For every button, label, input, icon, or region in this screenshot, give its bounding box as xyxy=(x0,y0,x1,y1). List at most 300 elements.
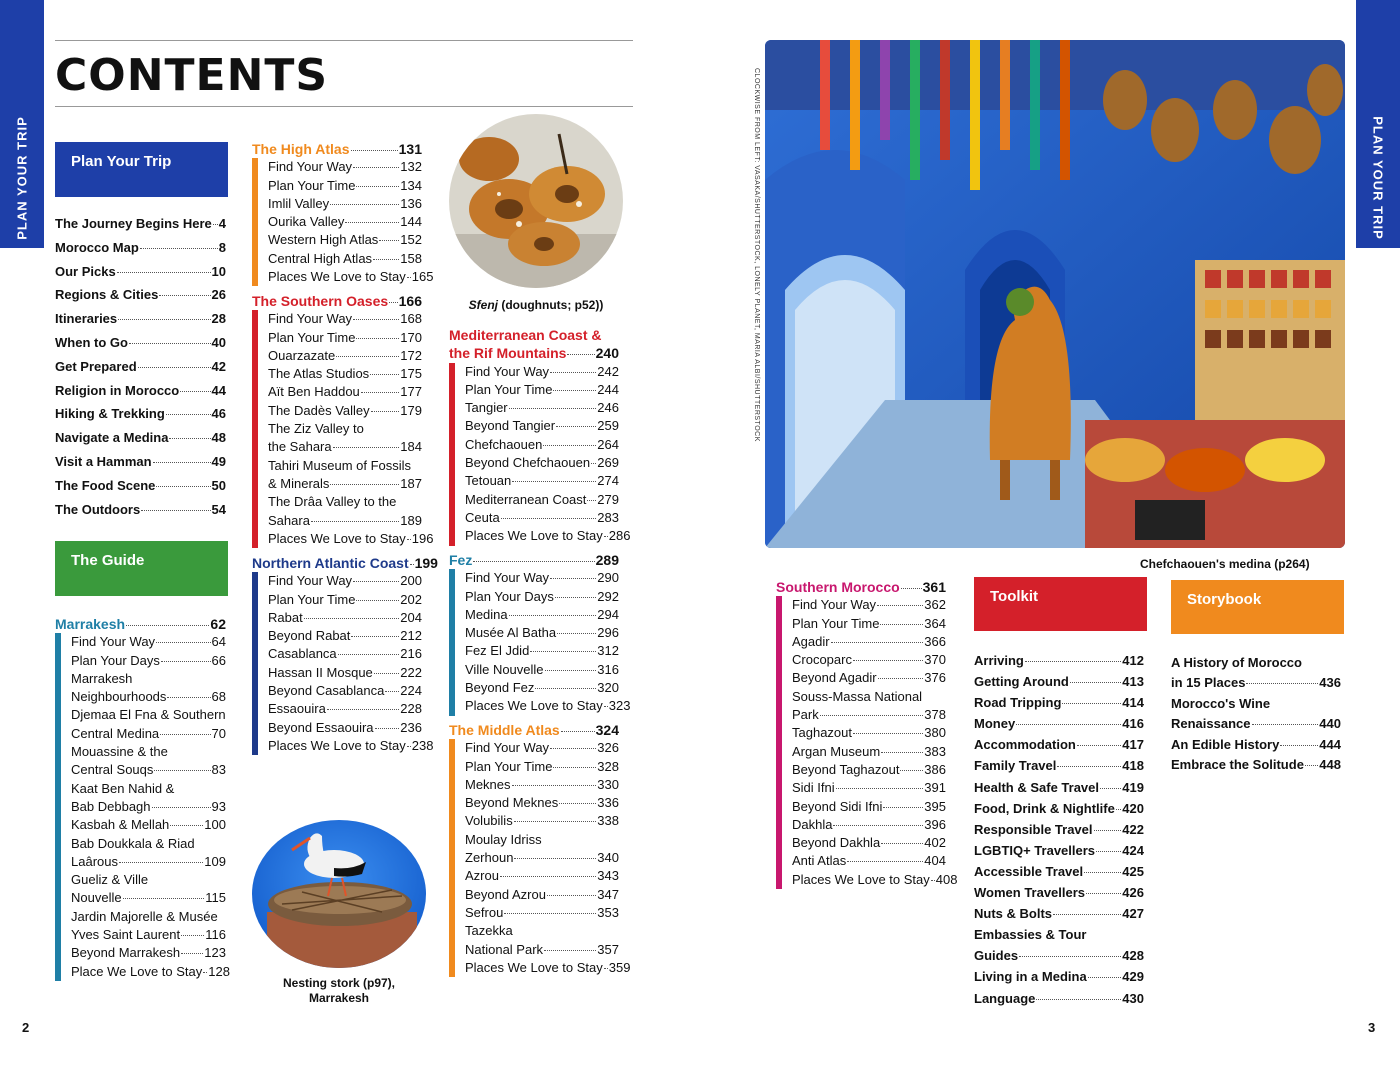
toc-entry-page: 244 xyxy=(597,381,619,397)
toc-entry[interactable] xyxy=(1171,755,1341,775)
leader-dots xyxy=(880,624,923,625)
toc-entry-page: 187 xyxy=(400,475,422,491)
toc-entry[interactable] xyxy=(974,755,1144,776)
toc-entry-page: 177 xyxy=(400,384,422,400)
toc-entry-page: 408 xyxy=(935,871,958,887)
toc-entry-page: 238 xyxy=(411,737,434,753)
toc-entry[interactable] xyxy=(792,743,946,761)
toc-entry[interactable] xyxy=(465,472,619,490)
leader-dots xyxy=(1096,851,1121,852)
toc-entry-page: 202 xyxy=(400,591,422,607)
toc-entry[interactable] xyxy=(71,761,226,779)
toc-entry-page: 222 xyxy=(400,664,422,680)
leader-dots xyxy=(385,691,399,692)
toc-entry-page: 359 xyxy=(608,959,631,975)
toc-entry[interactable] xyxy=(974,798,1144,819)
storybook-box[interactable]: Storybook xyxy=(1171,580,1344,634)
leader-dots xyxy=(156,486,210,487)
toc-entry-label: Tetouan xyxy=(465,473,512,489)
toc-entry[interactable] xyxy=(974,840,1144,861)
northern-atlantic-section xyxy=(252,554,438,755)
toc-entry[interactable] xyxy=(792,724,946,742)
leader-dots xyxy=(166,414,211,415)
toc-entry[interactable] xyxy=(465,363,619,381)
toc-entry-label: Plan Your Time xyxy=(268,591,356,607)
mediterranean-section xyxy=(449,326,631,546)
section-heading-southern-morocco[interactable]: Southern Morocco 361 xyxy=(776,579,946,595)
toc-entry[interactable] xyxy=(55,450,226,474)
toc-entry[interactable] xyxy=(465,569,619,587)
section-heading-mediterranean-line2[interactable]: the Rif Mountains 240 xyxy=(449,345,619,362)
leader-dots xyxy=(345,222,399,223)
toc-entry[interactable] xyxy=(465,867,619,885)
toc-entry[interactable] xyxy=(465,624,619,642)
leader-dots xyxy=(514,858,596,859)
leader-dots xyxy=(129,343,211,344)
toc-entry[interactable] xyxy=(268,609,422,627)
toc-entry-page: 436 xyxy=(1319,675,1341,691)
leader-dots xyxy=(1116,809,1121,810)
leader-dots xyxy=(373,259,399,260)
toc-entry[interactable] xyxy=(268,530,434,548)
toc-entry[interactable] xyxy=(465,417,619,435)
toc-entry[interactable] xyxy=(792,761,946,779)
toc-entry[interactable] xyxy=(55,307,226,331)
toc-entry[interactable] xyxy=(1171,673,1341,693)
toc-entry-page: 413 xyxy=(1122,674,1144,690)
toc-entry[interactable] xyxy=(55,402,226,426)
leader-dots xyxy=(604,706,608,707)
leader-dots xyxy=(153,462,211,463)
toc-entry[interactable] xyxy=(974,945,1144,966)
toc-entry[interactable] xyxy=(974,713,1144,734)
toc-entry[interactable] xyxy=(268,719,422,737)
leader-dots xyxy=(881,843,923,844)
toc-entry[interactable] xyxy=(71,944,226,962)
toc-entry[interactable] xyxy=(465,679,619,697)
toc-entry-label: Sefrou xyxy=(465,904,504,920)
toc-entry-page: 109 xyxy=(204,853,226,869)
toc-entry-page: 338 xyxy=(597,813,619,829)
stork-caption: Nesting stork (p97), Marrakesh xyxy=(282,976,396,1005)
toc-entry[interactable] xyxy=(465,588,619,606)
toc-entry[interactable] xyxy=(465,886,619,904)
leader-dots xyxy=(931,880,935,881)
toc-entry-label: Azrou xyxy=(465,868,499,884)
toc-entry-label: Living in a Medina xyxy=(974,969,1087,985)
southern-morocco-list xyxy=(776,596,958,889)
toc-entry[interactable] xyxy=(1171,714,1341,734)
toc-entry-page: 383 xyxy=(924,743,946,759)
toc-entry[interactable] xyxy=(268,158,422,176)
toc-entry-label: Central High Atlas xyxy=(268,250,373,266)
toc-entry[interactable] xyxy=(71,889,226,907)
leader-dots xyxy=(140,248,218,249)
toc-entry[interactable] xyxy=(792,816,946,834)
toc-entry[interactable] xyxy=(268,664,422,682)
toc-entry[interactable] xyxy=(974,650,1144,671)
toc-entry-label: Ville Nouvelle xyxy=(465,661,544,677)
toc-entry[interactable] xyxy=(71,725,226,743)
toc-entry[interactable] xyxy=(71,963,230,981)
toc-entry-label: Renaissance xyxy=(1171,716,1251,732)
toc-entry-label: Beyond Casablanca xyxy=(268,683,385,699)
leader-dots xyxy=(900,770,923,771)
toc-entry[interactable] xyxy=(268,347,422,365)
toc-entry-label: Language xyxy=(974,990,1036,1006)
toc-entry[interactable] xyxy=(55,426,226,450)
toc-entry[interactable] xyxy=(268,572,422,590)
leader-dots xyxy=(181,935,204,936)
toc-entry[interactable] xyxy=(792,633,946,651)
leader-dots xyxy=(512,785,597,786)
toc-entry[interactable] xyxy=(974,861,1144,882)
toc-entry-label: Plan Your Days xyxy=(465,588,554,604)
toc-entry[interactable]: Mouassine & the xyxy=(71,744,168,760)
toc-entry[interactable]: Moulay Idriss xyxy=(465,831,542,847)
leader-dots xyxy=(557,633,596,634)
leader-dots xyxy=(167,697,210,698)
toc-entry[interactable]: Gueliz & Ville xyxy=(71,872,149,888)
toc-entry[interactable] xyxy=(268,231,422,249)
chefchaouen-caption: Chefchaouen's medina (p264) xyxy=(1140,557,1310,571)
leader-dots xyxy=(311,521,399,522)
toc-entry[interactable] xyxy=(792,706,946,724)
toc-entry[interactable] xyxy=(268,365,422,383)
toc-entry[interactable]: The Drâa Valley to the xyxy=(268,494,397,510)
leader-dots xyxy=(154,770,210,771)
toc-entry[interactable] xyxy=(268,310,422,328)
section-heading-high-atlas[interactable]: The High Atlas 131 xyxy=(252,141,422,157)
toc-entry-label: Responsible Travel xyxy=(974,821,1093,837)
toc-entry[interactable] xyxy=(465,606,619,624)
toc-entry-page: 246 xyxy=(597,400,619,416)
section-heading-mediterranean[interactable]: Mediterranean Coast & xyxy=(449,327,602,343)
toc-entry[interactable] xyxy=(268,195,422,213)
toc-entry[interactable] xyxy=(974,777,1144,798)
toc-entry[interactable] xyxy=(71,816,226,834)
toc-entry[interactable] xyxy=(465,697,631,715)
section-heading-southern-oases[interactable]: The Southern Oases 166 xyxy=(252,293,422,309)
toc-entry-page: 420 xyxy=(1122,800,1144,816)
leader-dots xyxy=(509,408,597,409)
toc-entry[interactable] xyxy=(465,436,619,454)
toc-entry[interactable] xyxy=(792,596,946,614)
toc-entry[interactable]: Tazekka xyxy=(465,923,513,939)
section-heading-marrakesh[interactable]: Marrakesh 62 xyxy=(55,616,226,632)
toc-entry[interactable] xyxy=(465,812,619,830)
toc-entry[interactable] xyxy=(268,177,422,195)
toc-entry[interactable] xyxy=(1171,735,1341,755)
toc-entry-label: Mediterranean Coast xyxy=(465,491,587,507)
toc-entry[interactable]: Marrakesh xyxy=(71,670,133,686)
toc-entry-page: 158 xyxy=(400,250,422,266)
toc-entry[interactable] xyxy=(268,737,434,755)
toc-entry[interactable] xyxy=(268,700,422,718)
toc-entry-label: The Atlas Studios xyxy=(268,366,370,382)
section-heading-middle-atlas[interactable]: The Middle Atlas 324 xyxy=(449,722,619,738)
toc-entry[interactable] xyxy=(71,652,226,670)
toc-entry[interactable] xyxy=(465,904,619,922)
toc-entry-label: the Sahara xyxy=(268,439,332,455)
toc-entry-label: Sidi Ifni xyxy=(792,780,835,796)
leader-dots xyxy=(117,272,211,273)
leader-dots xyxy=(407,746,411,747)
leader-dots xyxy=(501,518,597,519)
leader-dots xyxy=(1246,683,1318,684)
toc-entry[interactable] xyxy=(55,379,226,403)
storybook-list xyxy=(1171,653,1341,775)
leader-dots xyxy=(1016,724,1121,725)
toc-entry[interactable] xyxy=(268,512,422,530)
toc-entry-label: Taghazout xyxy=(792,725,852,741)
toc-entry-label: Find Your Way xyxy=(792,597,877,613)
toc-entry[interactable] xyxy=(792,798,946,816)
leader-dots xyxy=(203,972,207,973)
toc-entry[interactable] xyxy=(792,651,946,669)
toc-entry-label: Arriving xyxy=(974,653,1024,668)
toc-entry-page: 46 xyxy=(211,406,226,422)
leader-dots xyxy=(512,481,596,482)
leader-dots xyxy=(330,204,399,205)
toc-entry[interactable] xyxy=(268,268,434,286)
toc-entry[interactable] xyxy=(268,383,422,401)
sfenj-photo xyxy=(449,114,623,288)
toc-entry-label: & Minerals xyxy=(268,475,330,491)
leader-dots xyxy=(407,277,411,278)
leader-dots xyxy=(604,968,608,969)
toc-entry-page: 216 xyxy=(400,646,422,662)
toc-entry[interactable]: Embassies & Tour xyxy=(974,927,1087,943)
toc-entry[interactable] xyxy=(465,959,631,977)
toc-entry[interactable] xyxy=(268,682,422,700)
toc-entry[interactable] xyxy=(465,739,619,757)
toc-entry-page: 347 xyxy=(597,886,619,902)
toc-entry[interactable]: The Ziz Valley to xyxy=(268,421,364,437)
toc-entry-page: 364 xyxy=(924,615,946,631)
toc-entry[interactable] xyxy=(268,438,422,456)
leader-dots xyxy=(831,642,924,643)
toc-entry-page: 264 xyxy=(597,436,619,452)
toc-entry-page: 316 xyxy=(597,661,619,677)
toc-entry-page: 184 xyxy=(400,439,422,455)
toc-entry[interactable] xyxy=(974,734,1144,755)
toc-entry[interactable] xyxy=(268,250,422,268)
toc-entry[interactable] xyxy=(465,758,619,776)
toc-entry[interactable] xyxy=(792,834,946,852)
leader-dots xyxy=(141,510,210,511)
toc-entry[interactable] xyxy=(974,966,1144,987)
toc-entry-label: Beyond Meknes xyxy=(465,795,559,811)
toc-entry[interactable] xyxy=(974,819,1144,840)
toc-entry-label: Beyond Fez xyxy=(465,680,535,696)
leader-dots xyxy=(138,367,211,368)
leader-dots xyxy=(374,673,400,674)
toc-entry-page: 330 xyxy=(597,776,619,792)
toc-entry[interactable] xyxy=(268,329,422,347)
toc-entry-label: Beyond Azrou xyxy=(465,886,546,902)
toc-entry[interactable] xyxy=(465,941,619,959)
toc-entry-label: Our Picks xyxy=(55,263,116,279)
leader-dots xyxy=(530,651,596,652)
toc-entry-page: 64 xyxy=(211,634,226,650)
toc-entry-label: Western High Atlas xyxy=(268,232,379,248)
toc-entry-label: Place We Love to Stay xyxy=(71,963,203,979)
toc-entry-label: Plan Your Time xyxy=(268,177,356,193)
toc-entry-page: 404 xyxy=(924,853,946,869)
leader-dots xyxy=(1252,724,1319,725)
toc-entry-page: 123 xyxy=(204,945,226,961)
toc-entry[interactable] xyxy=(71,853,226,871)
toc-entry[interactable] xyxy=(71,688,226,706)
toc-entry[interactable] xyxy=(792,669,946,687)
toc-entry[interactable]: Morocco's Wine xyxy=(1171,695,1271,711)
toc-entry-label: Plan Your Days xyxy=(71,652,160,668)
toolkit-box[interactable]: Toolkit xyxy=(974,577,1147,631)
toc-entry-page: 286 xyxy=(608,528,631,544)
leader-dots xyxy=(370,374,399,375)
toc-entry-label: Bab Debbagh xyxy=(71,798,151,814)
leader-dots xyxy=(356,600,399,601)
leader-dots xyxy=(604,536,608,537)
toc-entry[interactable] xyxy=(792,779,946,797)
toc-entry-page: 26 xyxy=(211,287,226,303)
toc-entry-page: 28 xyxy=(211,311,226,327)
toc-entry[interactable] xyxy=(55,283,226,307)
toc-entry-label: Beyond Marrakesh xyxy=(71,945,181,961)
toc-entry[interactable] xyxy=(268,591,422,609)
toc-entry-page: 418 xyxy=(1122,758,1144,774)
toc-entry[interactable] xyxy=(974,671,1144,692)
toc-entry[interactable] xyxy=(55,260,226,284)
toc-entry-label: Central Souqs xyxy=(71,762,154,778)
toc-entry-page: 428 xyxy=(1122,948,1144,964)
toc-entry-label: Visit a Hamman xyxy=(55,453,152,469)
plan-your-trip-box[interactable]: Plan Your Trip xyxy=(55,142,228,197)
toc-entry[interactable] xyxy=(465,642,619,660)
toc-entry-label: Sahara xyxy=(268,512,310,528)
toc-entry-label: Kasbah & Mellah xyxy=(71,817,170,833)
toc-entry-page: 312 xyxy=(597,643,619,659)
leader-dots xyxy=(379,240,399,241)
toc-entry[interactable] xyxy=(55,331,226,355)
toc-entry-label: Accommodation xyxy=(974,737,1076,753)
toc-entry-label: Beyond Sidi Ifni xyxy=(792,798,883,814)
toc-entry[interactable]: Souss-Massa National xyxy=(792,688,923,704)
leader-dots xyxy=(119,862,203,863)
leader-dots xyxy=(330,484,399,485)
toc-entry[interactable] xyxy=(268,645,422,663)
toc-entry[interactable] xyxy=(792,615,946,633)
toc-entry[interactable] xyxy=(465,509,619,527)
toc-entry-label: Places We Love to Stay xyxy=(792,871,930,887)
toc-entry-label: Places We Love to Stay xyxy=(465,959,603,975)
toc-entry[interactable] xyxy=(465,399,619,417)
toc-entry[interactable] xyxy=(974,692,1144,713)
toc-entry-label: Hiking & Trekking xyxy=(55,406,165,422)
toc-entry[interactable]: Djemaa El Fna & Southern xyxy=(71,707,226,723)
toc-entry[interactable] xyxy=(55,355,226,379)
toc-entry[interactable]: Bab Doukkala & Riad xyxy=(71,835,195,851)
leader-dots xyxy=(159,295,210,296)
toc-entry[interactable] xyxy=(71,926,226,944)
leader-dots xyxy=(587,500,596,501)
toc-entry[interactable] xyxy=(792,852,946,870)
toc-entry[interactable] xyxy=(974,903,1144,924)
toc-entry[interactable] xyxy=(55,474,226,498)
northern-atlantic-list xyxy=(252,572,434,755)
section-heading-northern-atlantic[interactable]: Northern Atlantic Coast 199 xyxy=(252,555,438,571)
toc-entry-label: Find Your Way xyxy=(268,311,353,327)
the-guide-box[interactable]: The Guide xyxy=(55,541,228,596)
toc-entry-page: 172 xyxy=(400,347,422,363)
toc-entry[interactable] xyxy=(465,849,619,867)
toc-entry[interactable] xyxy=(268,213,422,231)
toc-entry-page: 179 xyxy=(400,402,422,418)
toc-entry-label: Find Your Way xyxy=(71,634,156,650)
toc-entry[interactable] xyxy=(55,212,226,236)
toc-entry-label: The Food Scene xyxy=(55,477,156,493)
leader-dots xyxy=(504,913,596,914)
toc-entry-page: 440 xyxy=(1319,716,1341,732)
toc-entry[interactable] xyxy=(465,381,619,399)
toc-entry-label: Rabat xyxy=(268,609,303,625)
toc-entry[interactable] xyxy=(465,776,619,794)
toc-entry[interactable] xyxy=(465,454,619,472)
toc-entry[interactable] xyxy=(55,498,226,522)
toc-entry[interactable] xyxy=(465,661,619,679)
leader-dots xyxy=(156,642,210,643)
leader-dots xyxy=(514,821,597,822)
toc-entry-page: 44 xyxy=(211,382,226,398)
toc-entry-page: 412 xyxy=(1122,653,1144,668)
toc-entry-page: 175 xyxy=(400,366,422,382)
toc-entry[interactable]: Jardin Majorelle & Musée xyxy=(71,908,218,924)
toc-entry[interactable] xyxy=(71,633,226,651)
toc-entry-label: Anti Atlas xyxy=(792,853,847,869)
leader-dots xyxy=(591,463,596,464)
toc-entry[interactable] xyxy=(71,798,226,816)
leader-dots xyxy=(881,752,923,753)
toc-entry[interactable] xyxy=(465,527,631,545)
toc-entry[interactable]: A History of Morocco xyxy=(1171,655,1302,670)
toc-entry[interactable] xyxy=(268,402,422,420)
leader-dots xyxy=(853,733,923,734)
sfenj-caption: Sfenj (doughnuts; p52)) xyxy=(468,298,604,312)
toc-entry-page: 357 xyxy=(597,941,619,957)
toc-entry[interactable] xyxy=(268,475,422,493)
toc-entry[interactable] xyxy=(792,871,958,889)
toc-entry-label: Zerhoun xyxy=(465,850,514,866)
toc-entry[interactable] xyxy=(55,236,226,260)
toc-entry[interactable] xyxy=(974,988,1144,1009)
toc-entry-page: 323 xyxy=(608,698,631,714)
toc-entry[interactable] xyxy=(268,627,422,645)
leader-dots xyxy=(353,581,399,582)
toc-entry-label: Beyond Rabat xyxy=(268,628,351,644)
leader-dots xyxy=(836,788,924,789)
toc-entry[interactable]: Tahiri Museum of Fossils xyxy=(268,457,412,473)
toc-entry-page: 430 xyxy=(1122,990,1144,1006)
toc-entry[interactable]: Kaat Ben Nahid & xyxy=(71,780,175,796)
leader-dots xyxy=(883,807,923,808)
toc-entry[interactable] xyxy=(974,882,1144,903)
section-heading-fez[interactable]: Fez 289 xyxy=(449,552,619,568)
toc-entry[interactable] xyxy=(465,794,619,812)
leader-dots xyxy=(1100,788,1121,789)
toc-entry[interactable] xyxy=(465,491,619,509)
leader-dots xyxy=(181,953,203,954)
